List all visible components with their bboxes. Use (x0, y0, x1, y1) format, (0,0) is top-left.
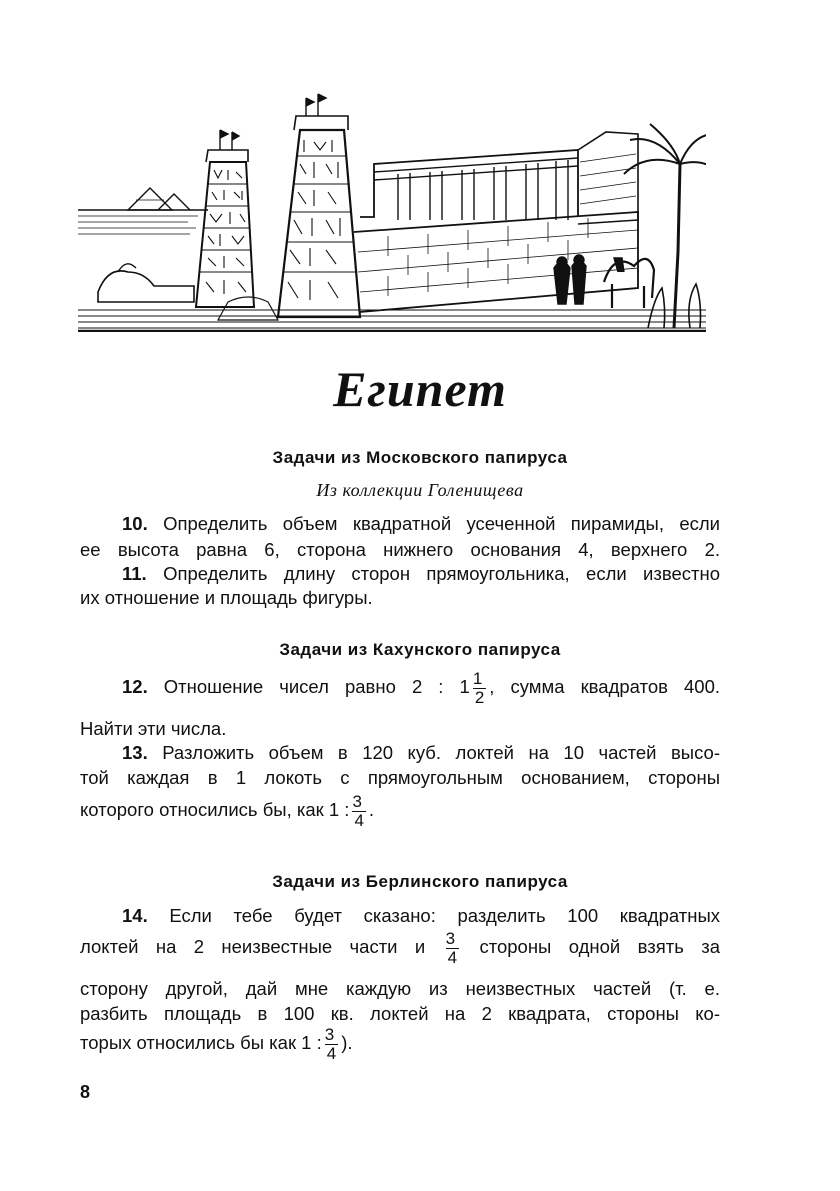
fraction-numerator: 3 (324, 1025, 335, 1044)
fraction-denominator: 4 (326, 1043, 337, 1063)
section-heading-moscow: Задачи из Московского папируса (272, 448, 568, 467)
problem-number: 14. (122, 905, 148, 926)
problem-13-line-2: той каждая в 1 локоть с прямоугольным основанием, стороны (80, 767, 720, 788)
problem-text: . (368, 799, 375, 821)
problem-text: Разложить объем в 120 куб. локтей на 10 частей высо- (162, 742, 721, 763)
problem-14-line-1 (122, 905, 720, 927)
problem-14-line-5 (80, 1026, 720, 1063)
problem-text: локтей на 2 неизвестные части и (80, 936, 426, 958)
problem-number: 13. (122, 742, 148, 763)
problem-11-line-1 (122, 563, 720, 585)
problem-text: торых относились бы как 1 : (80, 1032, 322, 1054)
problem-10-line-1 (122, 513, 720, 535)
problem-text: Отношение чисел равно 2 : 1 (163, 676, 470, 698)
fraction-one-half (473, 670, 486, 707)
page-number: 8 (80, 1082, 91, 1102)
fraction-three-quarters (352, 793, 365, 830)
fraction-three-quarters (446, 930, 459, 967)
problem-text: стороны одной взять за (479, 936, 720, 958)
section-subheading-moscow: Из коллекции Голенищева (316, 480, 524, 500)
fraction-denominator: 4 (447, 947, 458, 967)
problem-10-line-2: ее высота равна 6, сторона нижнего основания 4, верхнего 2. (80, 539, 720, 560)
problem-11-line-2: их отношение и площадь фигуры. (80, 587, 373, 608)
problem-12-line-2: Найти эти числа. (80, 718, 227, 739)
fraction-numerator: 3 (352, 792, 362, 811)
problem-14-line-4: разбить площадь в 100 кв. локтей на 2 квадрата, стороны ко- (80, 1003, 720, 1024)
page-title: Египет (333, 361, 507, 417)
fraction-three-quarters (325, 1026, 338, 1063)
section-heading-kahun: Задачи из Кахунского папируса (279, 640, 561, 659)
egypt-temple-illustration (78, 92, 706, 332)
problem-text: ). (341, 1032, 353, 1054)
section-heading-berlin: Задачи из Берлинского папируса (272, 872, 568, 891)
problem-14-line-3: сторону другой, дай мне каждую из неизвестных частей (т. е. (80, 978, 720, 999)
fraction-numerator: 1 (472, 669, 483, 688)
problem-text: которого относились бы, как 1 : (80, 799, 350, 821)
problem-number: 12. (122, 676, 148, 698)
problem-13-line-1 (122, 742, 720, 764)
problem-text: , сумма квадратов 400. (489, 676, 721, 698)
problem-number: 11. (122, 563, 147, 584)
problem-text: Если тебе будет сказано: разделить 100 квадратных (169, 905, 721, 926)
problem-13-line-3 (80, 793, 720, 830)
problem-text: Определить длину сторон прямоугольника, если известно (163, 563, 721, 584)
fraction-denominator: 2 (474, 687, 485, 707)
problem-number: 10. (122, 513, 148, 534)
problem-14-line-2 (80, 930, 720, 967)
problem-text: Определить объем квадратной усеченной пирамиды, если (163, 513, 720, 534)
fraction-numerator: 3 (445, 929, 456, 948)
problem-12-line-1 (122, 670, 720, 707)
fraction-denominator: 4 (354, 810, 364, 830)
